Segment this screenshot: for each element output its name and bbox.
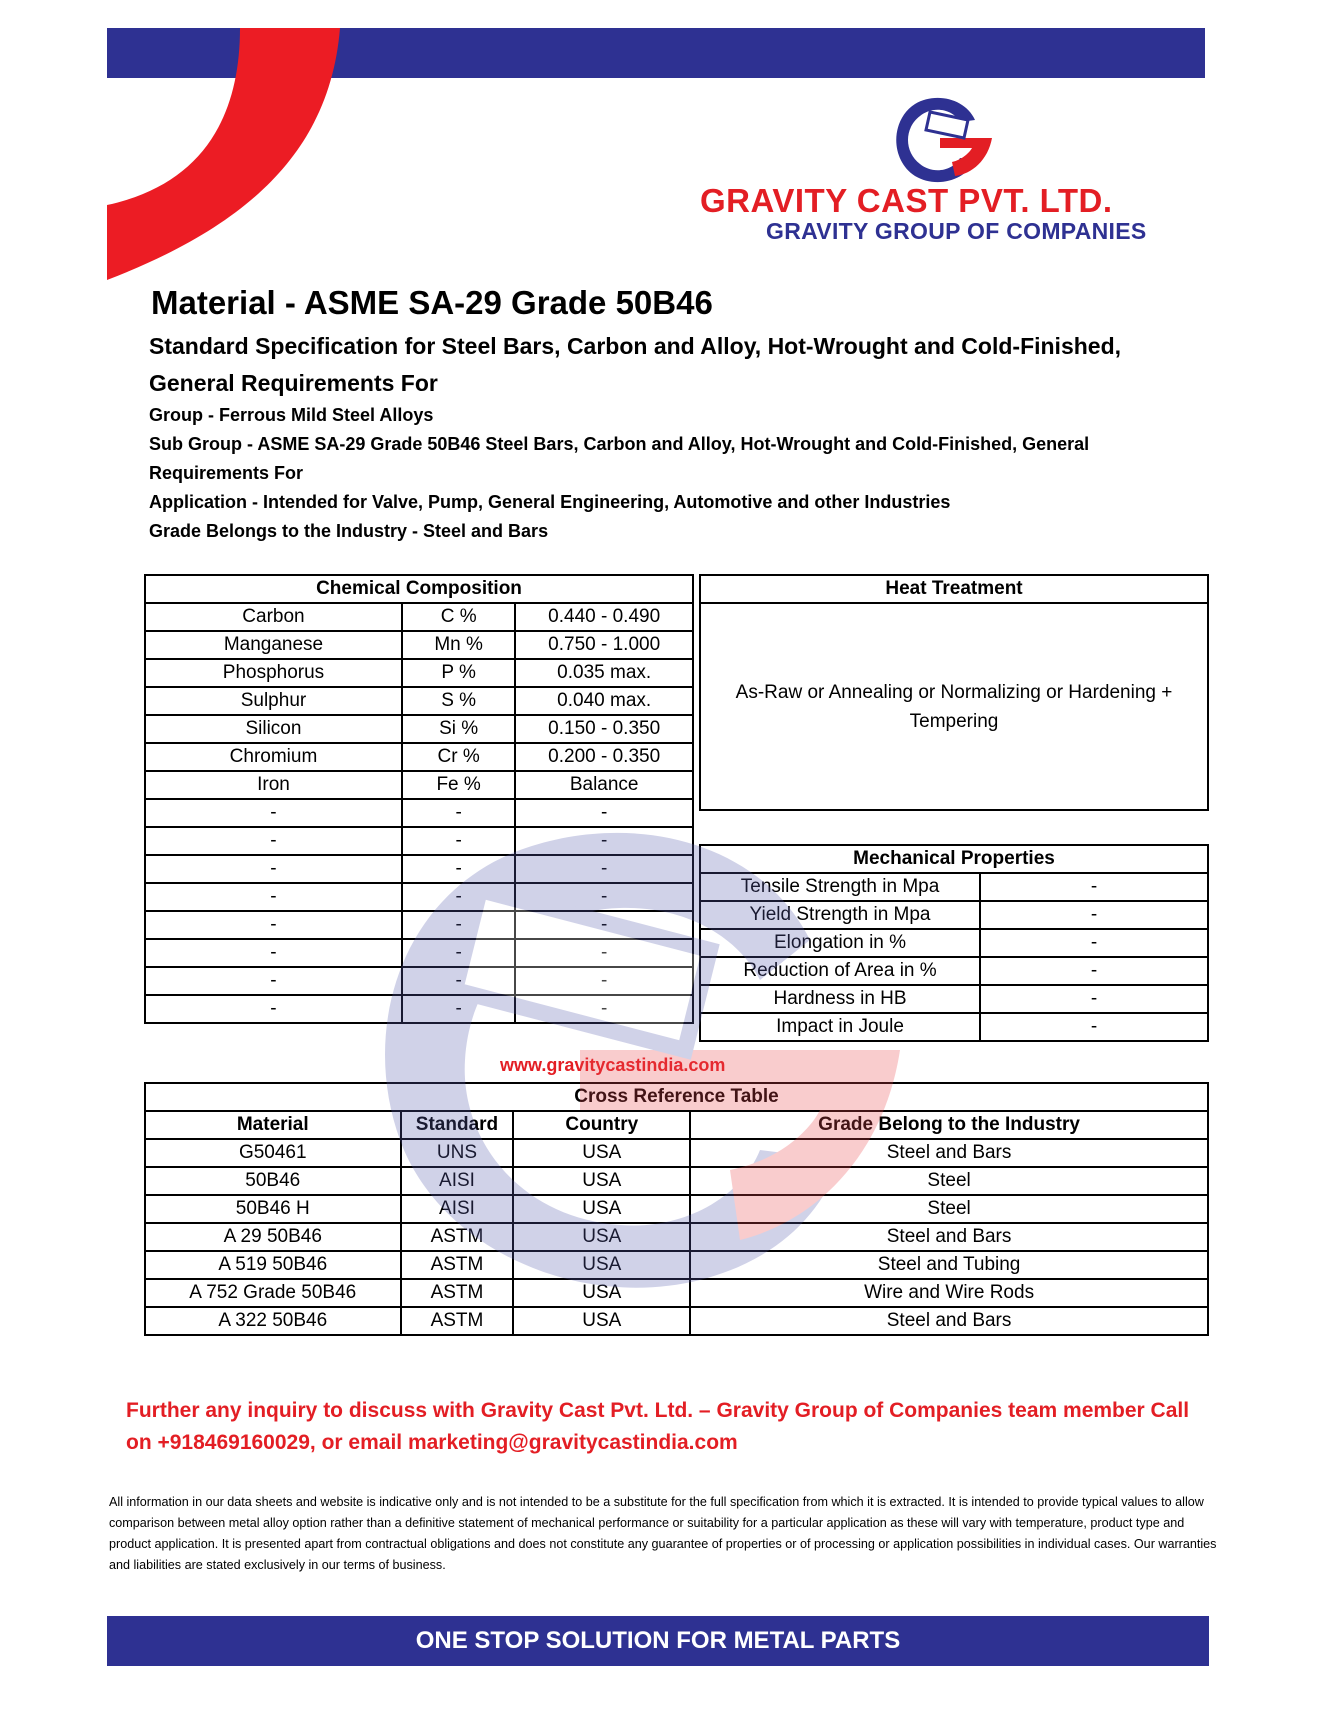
property-value-cell: -	[980, 1013, 1208, 1041]
table-row	[700, 929, 1208, 957]
table-row	[700, 957, 1208, 985]
table-row	[145, 1279, 1208, 1307]
element-name-cell: -	[145, 799, 402, 827]
table-row	[145, 603, 693, 631]
column-header: Standard	[401, 1111, 514, 1139]
chemical-composition-heading: Chemical Composition	[145, 575, 693, 603]
element-value-cell: 0.200 - 0.350	[515, 743, 693, 771]
column-header: Grade Belong to the Industry	[690, 1111, 1208, 1139]
element-name-cell: Phosphorus	[145, 659, 402, 687]
element-symbol-cell: -	[402, 995, 515, 1023]
property-name-cell: Yield Strength in Mpa	[700, 901, 980, 929]
company-logo-icon	[880, 90, 1000, 190]
table-row	[145, 1139, 1208, 1167]
table-row	[145, 855, 693, 883]
material-cell: 50B46 H	[145, 1195, 401, 1223]
property-value-cell: -	[980, 957, 1208, 985]
standard-cell: ASTM	[401, 1251, 514, 1279]
table-row	[145, 995, 693, 1023]
property-name-cell: Reduction of Area in %	[700, 957, 980, 985]
element-symbol-cell: -	[402, 827, 515, 855]
cross-reference-table	[144, 1082, 1209, 1336]
element-name-cell: Sulphur	[145, 687, 402, 715]
industry-cell: Steel and Bars	[690, 1223, 1208, 1251]
table-row	[145, 939, 693, 967]
industry-cell: Steel and Bars	[690, 1139, 1208, 1167]
material-cell: 50B46	[145, 1167, 401, 1195]
element-symbol-cell: -	[402, 967, 515, 995]
property-name-cell: Elongation in %	[700, 929, 980, 957]
table-row	[145, 799, 693, 827]
table-row	[145, 1223, 1208, 1251]
property-name-cell: Hardness in HB	[700, 985, 980, 1013]
element-value-cell: 0.750 - 1.000	[515, 631, 693, 659]
element-symbol-cell: Fe %	[402, 771, 515, 799]
table-row	[145, 1167, 1208, 1195]
column-header: Material	[145, 1111, 401, 1139]
material-industry: Grade Belongs to the Industry - Steel and Bars	[149, 521, 549, 541]
industry-cell: Steel	[690, 1167, 1208, 1195]
property-name-cell: Tensile Strength in Mpa	[700, 873, 980, 901]
table-row	[700, 985, 1208, 1013]
element-symbol-cell: -	[402, 939, 515, 967]
element-value-cell: -	[515, 855, 693, 883]
element-value-cell: -	[515, 995, 693, 1023]
element-name-cell: Silicon	[145, 715, 402, 743]
mechanical-properties-heading: Mechanical Properties	[700, 845, 1208, 873]
element-name-cell: -	[145, 995, 402, 1023]
property-value-cell: -	[980, 873, 1208, 901]
table-row	[145, 883, 693, 911]
company-name: GRAVITY CAST PVT. LTD.	[700, 182, 1113, 219]
material-cell: G50461	[145, 1139, 401, 1167]
page-subtitle: Standard Specification for Steel Bars, Carbon and Alloy, Hot-Wrought and Cold-Finished, General Requirements For	[149, 333, 1122, 396]
element-name-cell: Iron	[145, 771, 402, 799]
table-row	[145, 715, 693, 743]
country-cell: USA	[513, 1139, 690, 1167]
table-row	[145, 687, 693, 715]
element-value-cell: -	[515, 883, 693, 911]
element-value-cell: -	[515, 799, 693, 827]
property-value-cell: -	[980, 901, 1208, 929]
heat-treatment-table	[699, 574, 1209, 811]
element-symbol-cell: P %	[402, 659, 515, 687]
element-value-cell: -	[515, 911, 693, 939]
element-symbol-cell: -	[402, 855, 515, 883]
material-cell: A 29 50B46	[145, 1223, 401, 1251]
element-value-cell: 0.040 max.	[515, 687, 693, 715]
disclaimer-text: All information in our data sheets and website is indicative only and is not intended to be a substitute for the full specification from which it is extracted. It is intended to provide typical values to allow comparison between metal alloy option rather than a definitive statement of mechanical performance or suitability for a particular application as these will vary with temperature, product type and product application. It is presented apart from contractual obligations and does not constitute any guarantee of properties or of processing or application possibilities in individual cases. Our warranties and liabilities are stated exclusively in our terms of business.	[109, 1495, 1217, 1572]
column-header: Country	[513, 1111, 690, 1139]
property-value-cell: -	[980, 985, 1208, 1013]
footer-slogan: ONE STOP SOLUTION FOR METAL PARTS	[107, 1616, 1209, 1666]
table-row	[145, 743, 693, 771]
table-row	[145, 967, 693, 995]
inquiry-text: Further any inquiry to discuss with Gravity Cast Pvt. Ltd. – Gravity Group of Companies team member Call on +918469160029, or email marketing@gravitycastindia.com	[126, 1399, 1190, 1454]
country-cell: USA	[513, 1307, 690, 1335]
industry-cell: Steel	[690, 1195, 1208, 1223]
material-cell: A 752 Grade 50B46	[145, 1279, 401, 1307]
material-application: Application - Intended for Valve, Pump, General Engineering, Automotive and other Industries	[149, 492, 951, 512]
heat-treatment-text: As-Raw or Annealing or Normalizing or Hardening + Tempering	[700, 603, 1208, 810]
standard-cell: AISI	[401, 1195, 514, 1223]
standard-cell: UNS	[401, 1139, 514, 1167]
property-name-cell: Impact in Joule	[700, 1013, 980, 1041]
country-cell: USA	[513, 1167, 690, 1195]
element-value-cell: 0.035 max.	[515, 659, 693, 687]
heat-treatment-heading: Heat Treatment	[700, 575, 1208, 603]
element-value-cell: 0.150 - 0.350	[515, 715, 693, 743]
table-row	[145, 1195, 1208, 1223]
country-cell: USA	[513, 1251, 690, 1279]
element-name-cell: Chromium	[145, 743, 402, 771]
element-name-cell: -	[145, 855, 402, 883]
element-symbol-cell: Mn %	[402, 631, 515, 659]
group-name: GRAVITY GROUP OF COMPANIES	[766, 218, 1147, 244]
element-symbol-cell: -	[402, 799, 515, 827]
element-name-cell: Manganese	[145, 631, 402, 659]
element-symbol-cell: Si %	[402, 715, 515, 743]
table-row	[145, 1307, 1208, 1335]
element-value-cell: -	[515, 967, 693, 995]
element-value-cell: 0.440 - 0.490	[515, 603, 693, 631]
material-group: Group - Ferrous Mild Steel Alloys	[149, 405, 434, 425]
element-name-cell: Carbon	[145, 603, 402, 631]
cross-reference-heading: Cross Reference Table	[145, 1083, 1208, 1111]
red-swoosh-decoration	[0, 0, 340, 290]
industry-cell: Steel and Tubing	[690, 1251, 1208, 1279]
table-row	[145, 631, 693, 659]
element-value-cell: Balance	[515, 771, 693, 799]
table-row	[145, 1251, 1208, 1279]
element-symbol-cell: C %	[402, 603, 515, 631]
country-cell: USA	[513, 1195, 690, 1223]
table-row	[145, 659, 693, 687]
element-symbol-cell: S %	[402, 687, 515, 715]
element-symbol-cell: -	[402, 883, 515, 911]
table-row	[700, 1013, 1208, 1041]
country-cell: USA	[513, 1279, 690, 1307]
material-sub-group: Sub Group - ASME SA-29 Grade 50B46 Steel Bars, Carbon and Alloy, Hot-Wrought and Cold-Finished, General Requirements For	[149, 434, 1090, 483]
standard-cell: ASTM	[401, 1279, 514, 1307]
standard-cell: AISI	[401, 1167, 514, 1195]
element-name-cell: -	[145, 883, 402, 911]
element-symbol-cell: Cr %	[402, 743, 515, 771]
website-link[interactable]: www.gravitycastindia.com	[500, 1055, 726, 1075]
element-name-cell: -	[145, 827, 402, 855]
mechanical-properties-table	[699, 844, 1209, 1042]
element-name-cell: -	[145, 911, 402, 939]
element-name-cell: -	[145, 939, 402, 967]
chemical-composition-table	[144, 574, 694, 1024]
element-value-cell: -	[515, 939, 693, 967]
page-title: Material - ASME SA-29 Grade 50B46	[151, 284, 713, 321]
element-name-cell: -	[145, 967, 402, 995]
standard-cell: ASTM	[401, 1307, 514, 1335]
table-row	[700, 873, 1208, 901]
table-row	[145, 771, 693, 799]
standard-cell: ASTM	[401, 1223, 514, 1251]
country-cell: USA	[513, 1223, 690, 1251]
element-symbol-cell: -	[402, 911, 515, 939]
property-value-cell: -	[980, 929, 1208, 957]
table-row	[145, 911, 693, 939]
material-cell: A 322 50B46	[145, 1307, 401, 1335]
industry-cell: Wire and Wire Rods	[690, 1279, 1208, 1307]
table-row	[700, 901, 1208, 929]
table-row	[145, 827, 693, 855]
material-cell: A 519 50B46	[145, 1251, 401, 1279]
element-value-cell: -	[515, 827, 693, 855]
industry-cell: Steel and Bars	[690, 1307, 1208, 1335]
